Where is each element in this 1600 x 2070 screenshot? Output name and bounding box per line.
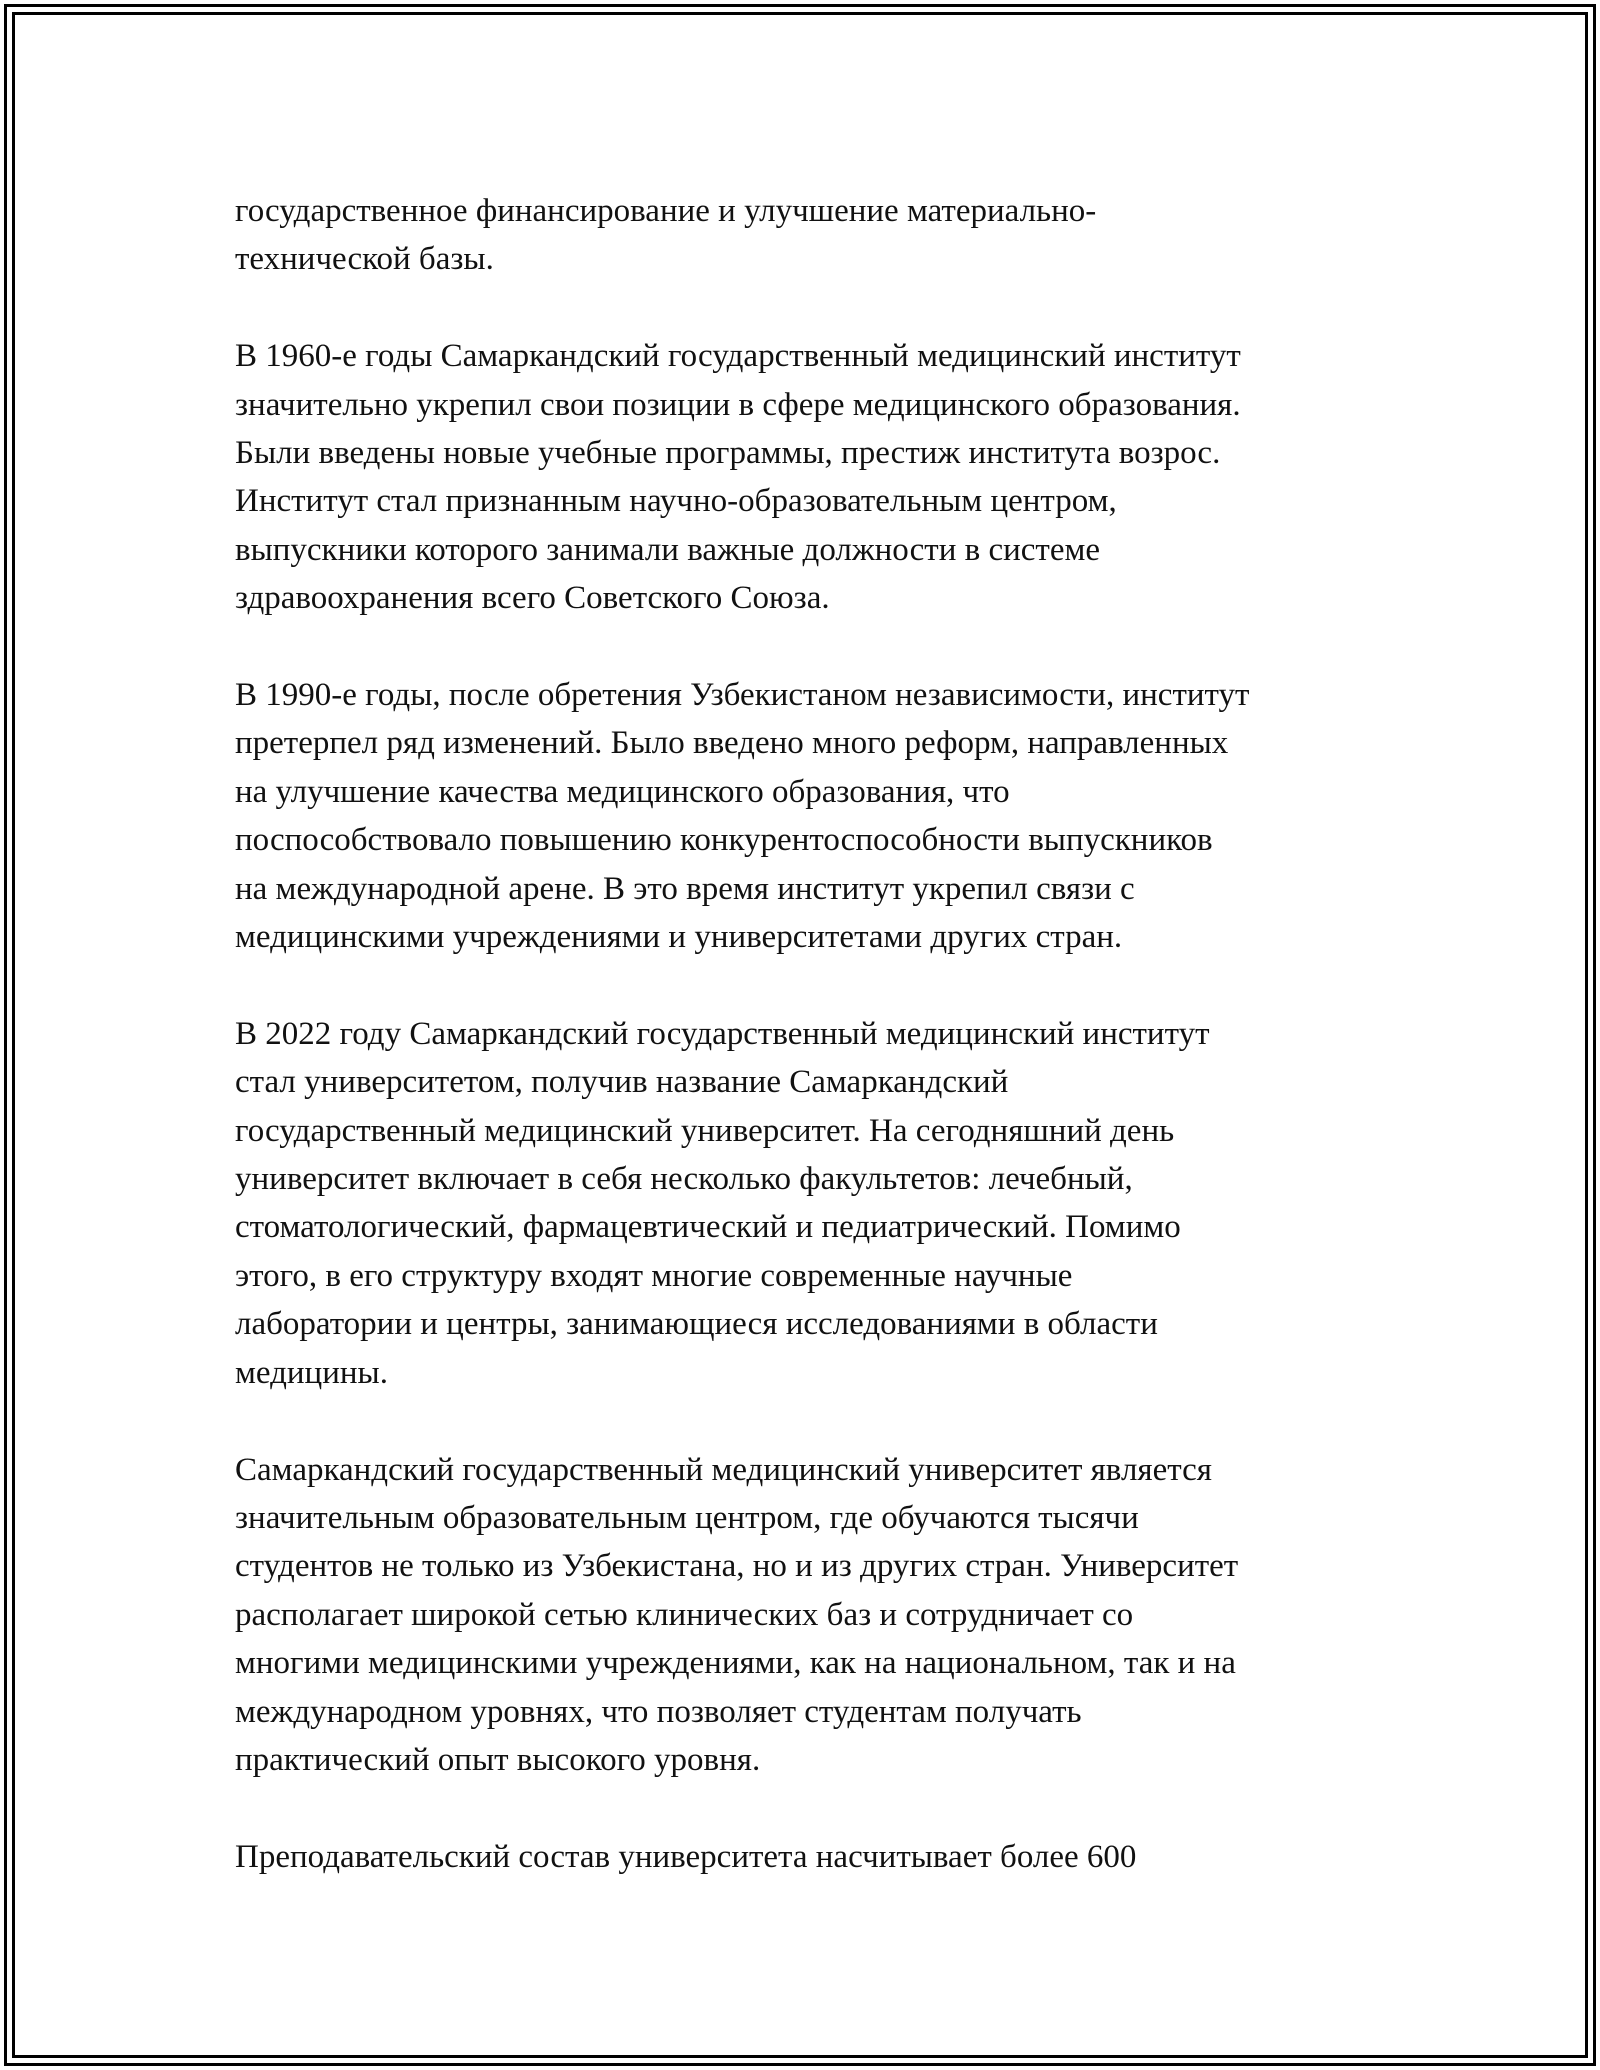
paragraph-2: В 1960-е годы Самаркандский государственный медицинский институт значительно укрепил свои позиции в сфере медицинского образования. Были введены новые учебные программы, престиж института возрос. Институт стал признанным научно-образовательным центром, выпускники которого занимали важные должности в системе здравоохранения всего Советского Союза.: [235, 338, 1241, 617]
paragraph-3: В 1990-е годы, после обретения Узбекистаном независимости, институт претерпел ряд изменений. Было введено много реформ, направленных на улучшение качества медицинского образования, что поспособствовало повышению конкурентоспособности выпускников на международной арене. В это время институт укрепил связи с медицинскими учреждениями и университетами других стран.: [235, 677, 1250, 956]
paragraph-6: Преподавательский состав университета насчитывает более 600: [235, 1838, 1137, 1875]
paragraph-5: Самаркандский государственный медицинский университет является значительным образовательным центром, где обучаются тысячи студентов не только из Узбекистана, но и из других стран. Университет располагает широкой сетью клинических баз и сотрудничает со многими медицинскими учреждениями, как на национальном, так и на международном уровнях, что позволяет студентам получать практический опыт высокого уровня.: [235, 1451, 1239, 1778]
document-body: [235, 187, 1395, 1930]
paragraph-1: государственное финансирование и улучшение материально- технической базы.: [235, 193, 1097, 278]
paragraph-4: В 2022 году Самаркандский государственный медицинский институт стал университетом, получив название Самаркандский государственный медицинский университет. На сегодняшний день университет включает в себя несколько факультетов: лечебный, стоматологический, фармацевтический и педиатрический. Помимо этого, в его структуру входят многие современные научные лаборатории и центры, занимающиеся исследованиями в области медицины.: [235, 1015, 1210, 1391]
